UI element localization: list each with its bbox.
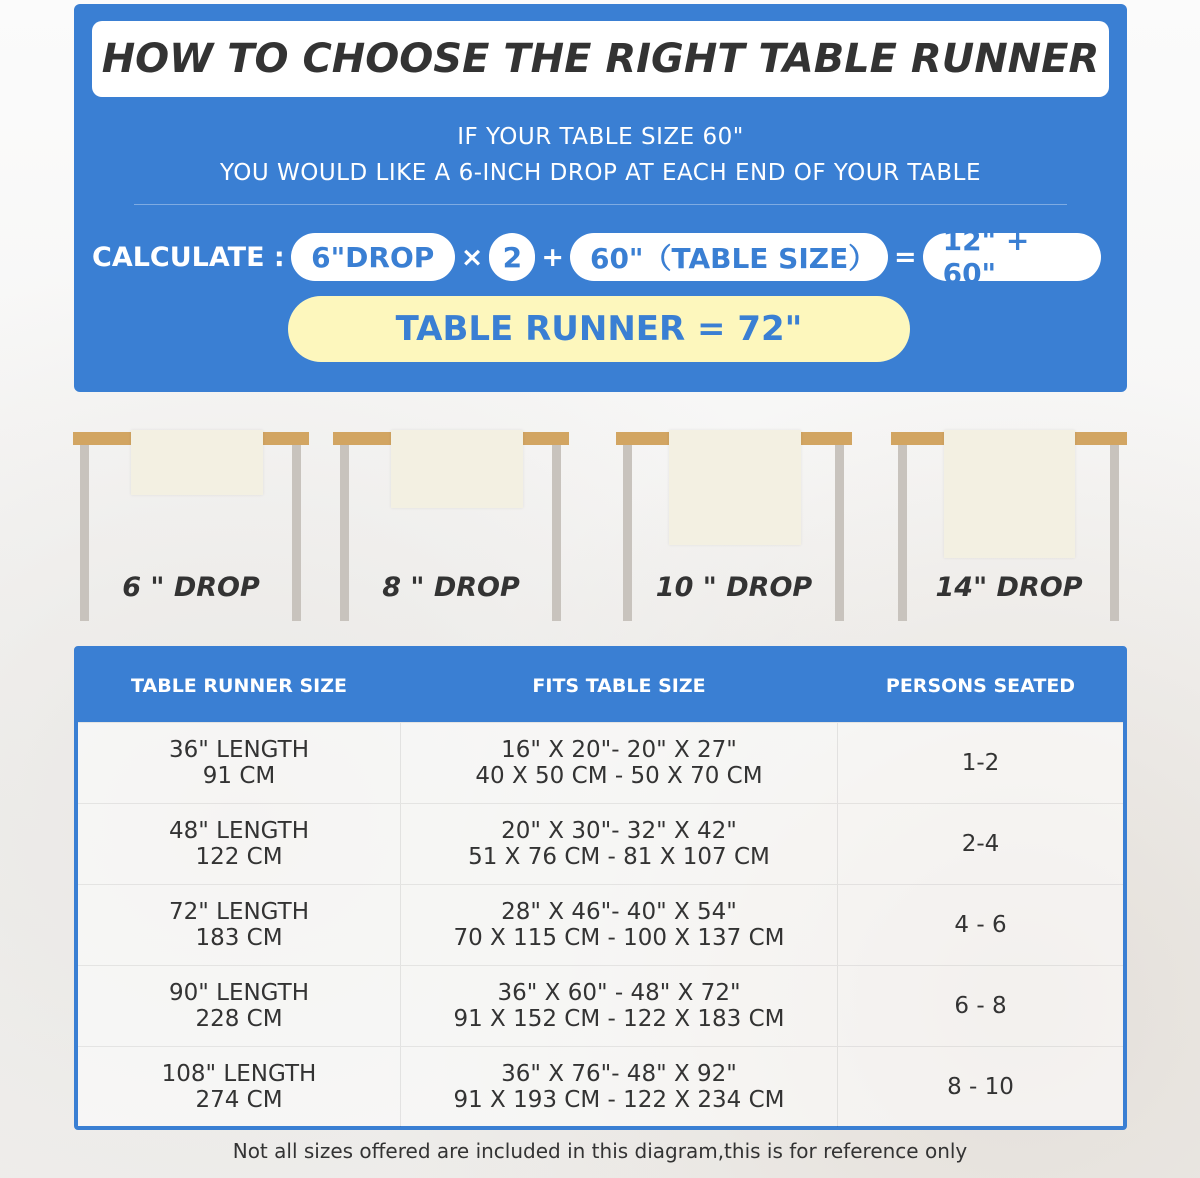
plus-sign: +: [541, 241, 564, 273]
drop-diagram-14: [891, 432, 1127, 622]
runner-size-cell-text: 36" LENGTH: [168, 737, 310, 763]
calculation-row: [92, 224, 1101, 290]
fits-table-size-cell: [400, 804, 838, 884]
subtitle-line-2: YOU WOULD LIKE A 6-INCH DROP AT EACH END OF YOUR TABLE: [219, 160, 982, 186]
fits-table-size-cell: [400, 723, 838, 803]
drop-diagram-8: [333, 432, 569, 622]
fits-table-size-cell: [400, 885, 838, 965]
runner-size-cell: [78, 1047, 400, 1127]
drop-pill: 6"DROP: [291, 233, 455, 281]
equals-sign: =: [893, 241, 917, 273]
table-row: [78, 722, 1123, 803]
runner: [944, 430, 1075, 558]
runner: [391, 430, 523, 508]
persons-seated-cell-text: 2-4: [961, 831, 1000, 857]
runner-size-cell: [78, 804, 400, 884]
runner-size-cell-text: 48" LENGTH: [168, 818, 310, 844]
table-row: [78, 884, 1123, 965]
fits-table-size-cell-text: 70 X 115 CM - 100 X 137 CM: [453, 925, 785, 951]
size-table: [74, 646, 1127, 1130]
persons-seated-cell: [838, 885, 1123, 965]
table-size-pill: 60"（TABLE SIZE）: [570, 233, 888, 281]
calculate-label: CALCULATE :: [92, 241, 285, 273]
drop-label: 6 " DROP: [122, 572, 260, 603]
persons-seated-cell: [838, 1047, 1123, 1127]
table-row: [78, 965, 1123, 1046]
header-fits-table-size: FITS TABLE SIZE: [532, 675, 706, 697]
calculation-panel: [74, 4, 1127, 392]
fits-table-size-cell: [400, 966, 838, 1046]
persons-seated-cell: [838, 723, 1123, 803]
page-title: HOW TO CHOOSE THE RIGHT TABLE RUNNER: [92, 21, 1109, 97]
persons-seated-cell-text: 6 - 8: [954, 993, 1007, 1019]
header-persons-seated: PERSONS SEATED: [885, 675, 1076, 697]
sum-pill: 12" + 60": [923, 233, 1101, 281]
drop-diagram-6: [73, 432, 309, 622]
fits-table-size-cell-text: 28" X 46"- 40" X 54": [501, 899, 737, 925]
fits-table-size-cell-text: 40 X 50 CM - 50 X 70 CM: [475, 763, 763, 789]
persons-seated-cell-text: 8 - 10: [947, 1074, 1014, 1100]
times-sign: ×: [460, 241, 484, 273]
table-header: [78, 650, 1123, 722]
runner-size-cell-text: 274 CM: [195, 1087, 283, 1113]
fits-table-size-cell-text: 91 X 152 CM - 122 X 183 CM: [453, 1006, 785, 1032]
persons-seated-cell-text: 4 - 6: [954, 912, 1007, 938]
fits-table-size-cell-text: 36" X 76"- 48" X 92": [501, 1061, 737, 1087]
header-runner-size: TABLE RUNNER SIZE: [131, 675, 347, 697]
fits-table-size-cell-text: 16" X 20"- 20" X 27": [501, 737, 737, 763]
runner-size-cell: [78, 966, 400, 1046]
runner: [669, 430, 801, 545]
divider: [134, 204, 1067, 205]
multiplier-pill: 2: [489, 233, 535, 281]
fits-table-size-cell-text: 20" X 30"- 32" X 42": [501, 818, 737, 844]
persons-seated-cell: [838, 804, 1123, 884]
persons-seated-cell-text: 1-2: [961, 750, 1000, 776]
table-row: [78, 803, 1123, 884]
fits-table-size-cell-text: 51 X 76 CM - 81 X 107 CM: [468, 844, 770, 870]
runner-size-cell-text: 183 CM: [195, 925, 283, 951]
runner-size-cell-text: 108" LENGTH: [161, 1061, 317, 1087]
result-pill: TABLE RUNNER = 72": [288, 296, 910, 362]
fits-table-size-cell-text: 91 X 193 CM - 122 X 234 CM: [453, 1087, 785, 1113]
runner: [131, 430, 263, 495]
table-row: [78, 1046, 1123, 1127]
runner-size-cell-text: 72" LENGTH: [168, 899, 310, 925]
runner-size-cell-text: 91 CM: [202, 763, 276, 789]
drop-label: 10 " DROP: [655, 572, 813, 603]
drop-label: 8 " DROP: [382, 572, 520, 603]
subtitle-line-1: IF YOUR TABLE SIZE 60": [457, 124, 744, 150]
persons-seated-cell: [838, 966, 1123, 1046]
drop-label: 14" DROP: [935, 572, 1083, 603]
runner-size-cell: [78, 885, 400, 965]
runner-size-cell-text: 228 CM: [195, 1006, 283, 1032]
runner-size-cell-text: 122 CM: [195, 844, 283, 870]
drop-diagram-10: [616, 432, 852, 622]
runner-size-cell-text: 90" LENGTH: [168, 980, 310, 1006]
runner-size-cell: [78, 723, 400, 803]
fits-table-size-cell-text: 36" X 60" - 48" X 72": [497, 980, 741, 1006]
fits-table-size-cell: [400, 1047, 838, 1127]
footnote: Not all sizes offered are included in this diagram,this is for reference only: [232, 1139, 968, 1163]
